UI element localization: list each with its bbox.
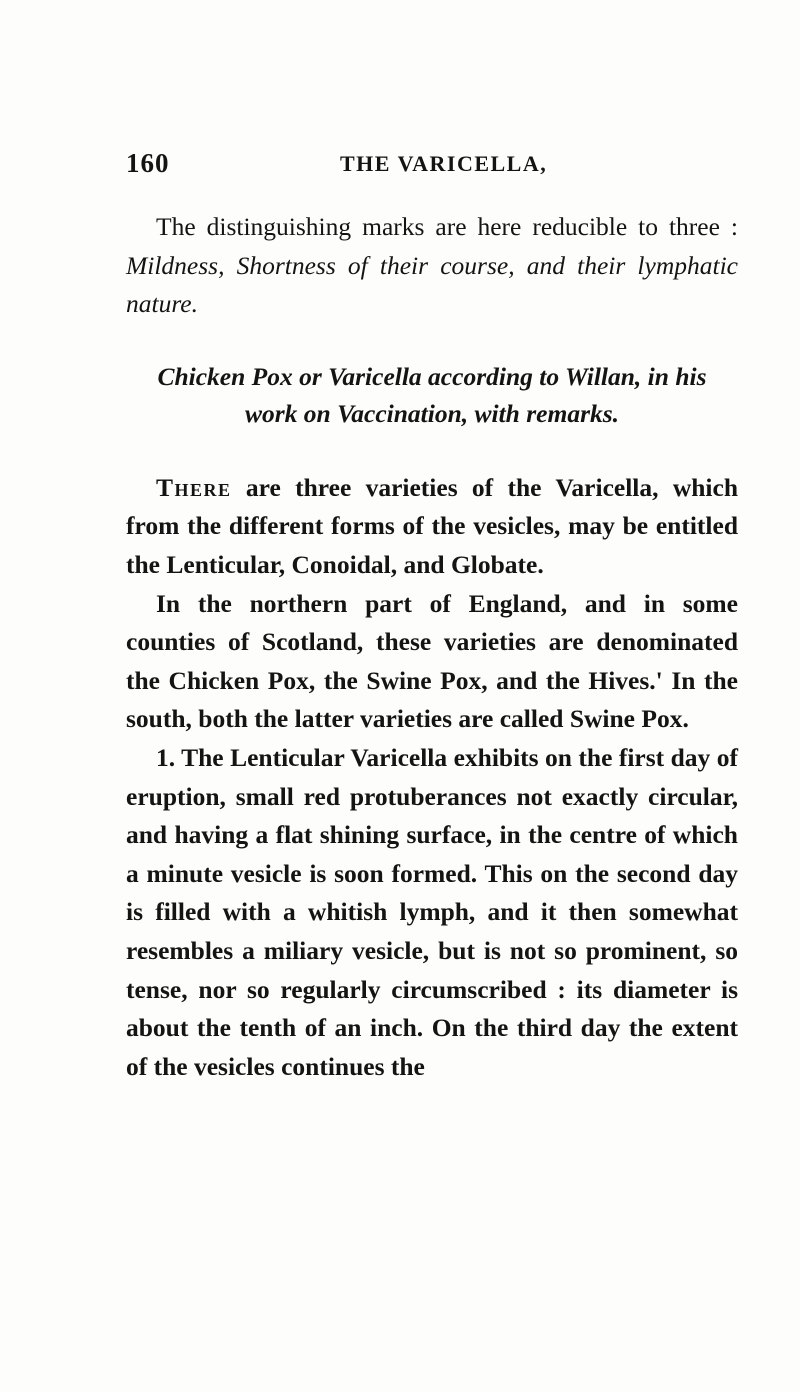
paragraph-italic-text: Mildness, Shortness of their course, and their lymphatic nature. (126, 250, 738, 319)
running-head (126, 148, 746, 184)
paragraph-distinguishing-marks (126, 208, 738, 324)
paragraph-text: The distinguishing marks are here reducible to three : (156, 212, 738, 241)
paragraph-number: 1. (156, 742, 176, 772)
paragraph-text: The Lenticular Varicella exhibits on the first day of eruption, small red protuberances not exactly circular, and having a flat shining surface, in the centre of which a minute vesicle is soon formed. This on the second day is filled with a whitish lymph, and it then somewhat resembles a miliary vesicle, but is not so prominent, so tense, nor so regularly circumscribed : its diameter is about the tenth of an inch. On the third day the extent of the vesicles continues the (126, 742, 738, 1081)
section-subheading: Chicken Pox or Varicella according to Willan, in his work on Vaccination, with remarks. (157, 361, 707, 428)
page-number: 160 (126, 148, 170, 178)
running-title: THE VARICELLA, (340, 151, 548, 176)
paragraph-varieties (126, 469, 738, 585)
paragraph-lenticular-varicella (126, 739, 738, 1086)
paragraph-text: are three varieties of the Varicella, which from the different forms of the vesicles, may be entitled the Lenticular, Conoidal, and Globate. (126, 472, 738, 579)
paragraph-northern-england: In the northern part of England, and in some counties of Scotland, these varieties are denominated the Chicken Pox, the Swine Pox, and the Hives.' In the south, both the latter varieties are called Swine Pox. (126, 588, 738, 734)
paragraph-lead-word: There (156, 472, 232, 502)
body-text (126, 208, 738, 1086)
